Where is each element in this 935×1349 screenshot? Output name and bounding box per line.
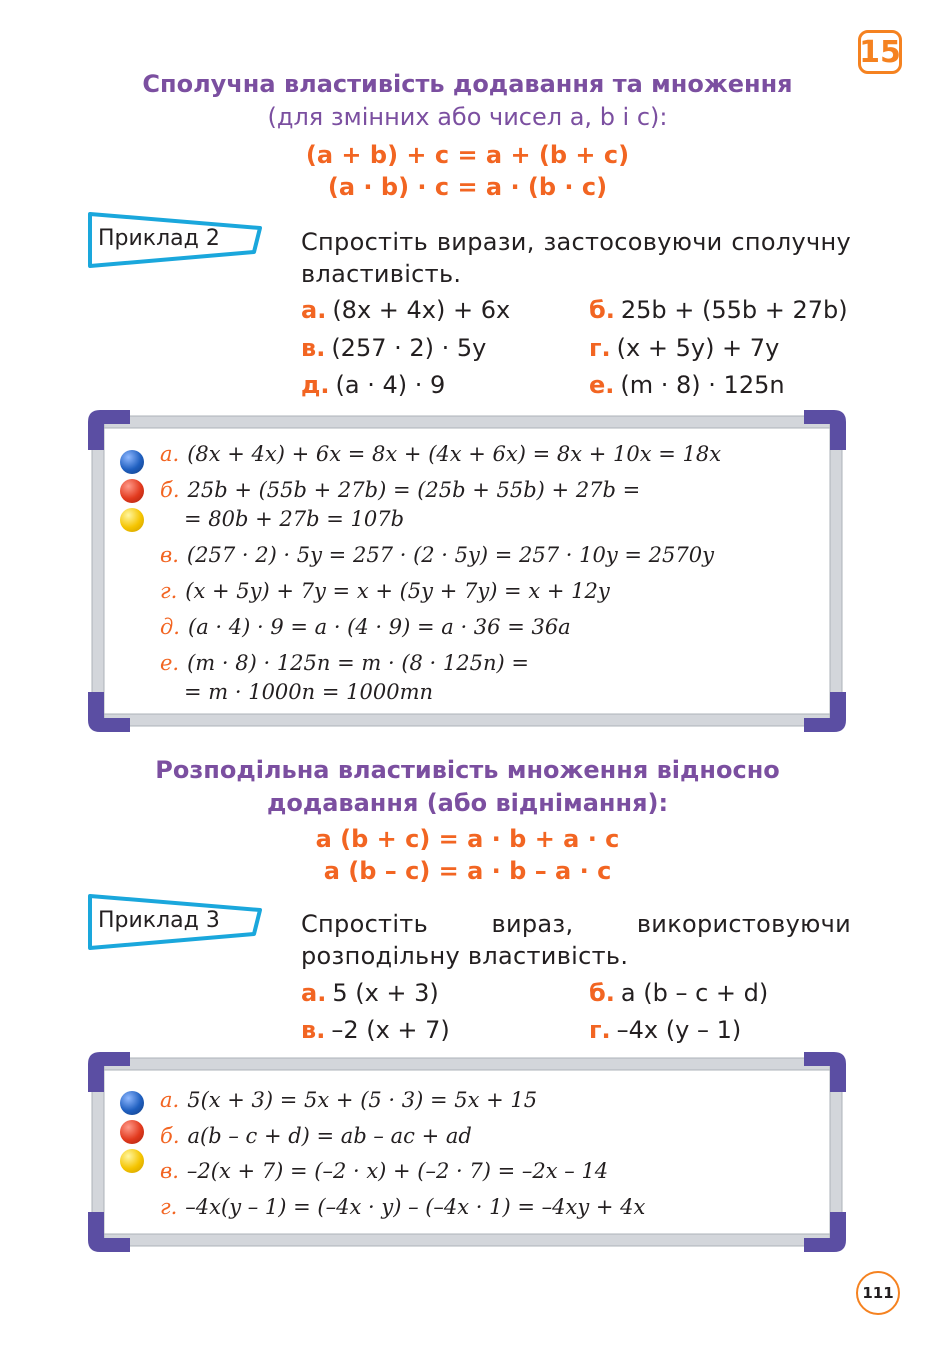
example3-item: в. –2 (x + 7) <box>301 1016 450 1044</box>
example2-item: б. 25b + (55b + 27b) <box>589 296 848 324</box>
section2-formula-2: a (b – c) = a · b – a · c <box>323 857 612 885</box>
whiteboard-example3 <box>88 1052 846 1252</box>
solution-line: г. (x + 5y) + 7y = x + (5y + 7y) = x + 12y <box>160 579 610 603</box>
section2-title-line1: Розподільна властивість множення відносно <box>155 756 780 784</box>
example3-item: г. –4x (y – 1) <box>589 1016 742 1044</box>
whiteboard-frame <box>88 1052 846 1252</box>
magnet-blue-icon <box>120 1091 144 1115</box>
example3-item: а. 5 (x + 3) <box>301 979 439 1007</box>
solution-line: б. a(b – c + d) = ab – ac + ad <box>160 1124 472 1148</box>
solution-line: в. (257 · 2) · 5y = 257 · (2 · 5y) = 257 · 10y = 2570y <box>160 543 714 567</box>
solution-line: е. (m · 8) · 125n = m · (8 · 125n) = <box>160 651 529 675</box>
whiteboard-example2 <box>88 410 846 732</box>
example2-item: е. (m · 8) · 125n <box>589 371 785 399</box>
example2-tag-label: Приклад 2 <box>98 226 220 251</box>
magnet-red-icon <box>120 479 144 503</box>
example2-item: в. (257 · 2) · 5y <box>301 334 487 362</box>
magnet-yellow-icon <box>120 1149 144 1173</box>
section2-title-line2: додавання (або віднімання): <box>266 789 669 817</box>
solution-line: г. –4x(y – 1) = (–4x · y) – (–4x · 1) = –4xy + 4x <box>160 1195 646 1219</box>
section1-subtitle: (для змінних або чисел a, b і c): <box>267 103 668 131</box>
example2-item: а. (8x + 4x) + 6x <box>301 296 511 324</box>
example3-task: Спростіть вираз, використовуючи розподільну властивість. <box>301 910 851 970</box>
example3-item: б. a (b – c + d) <box>589 979 769 1007</box>
magnet-yellow-icon <box>120 508 144 532</box>
example2-item: д. (a · 4) · 9 <box>301 371 446 399</box>
section1-formula-2: (a · b) · c = a · (b · c) <box>327 173 608 201</box>
magnet-blue-icon <box>120 450 144 474</box>
solution-line: в. –2(x + 7) = (–2 · x) + (–2 · 7) = –2x – 14 <box>160 1159 609 1183</box>
chapter-badge: 15 <box>858 30 902 74</box>
section2-formula-1: a (b + c) = a · b + a · c <box>315 825 620 853</box>
example3-tag <box>88 894 258 950</box>
solution-line: д. (a · 4) · 9 = a · (4 · 9) = a · 36 = 36a <box>160 615 571 639</box>
example2-tag <box>88 212 258 268</box>
solution-line: б. 25b + (55b + 27b) = (25b + 55b) + 27b = <box>160 478 641 502</box>
section1-formula-1: (a + b) + c = a + (b + c) <box>305 141 630 169</box>
page-number: 111 <box>856 1271 900 1315</box>
example2-item: г. (x + 5y) + 7y <box>589 334 780 362</box>
example2-task: Спростіть вирази, застосовуючи сполучну властивість. <box>301 228 851 288</box>
solution-line-continued: = m · 1000n = 1000mn <box>184 680 434 704</box>
solution-line: а. (8x + 4x) + 6x = 8x + (4x + 6x) = 8x + 10x = 18x <box>160 442 722 466</box>
magnet-red-icon <box>120 1120 144 1144</box>
section1-title: Сполучна властивість додавання та множення <box>142 70 793 98</box>
solution-line: а. 5(x + 3) = 5x + (5 · 3) = 5x + 15 <box>160 1088 538 1112</box>
example3-tag-label: Приклад 3 <box>98 908 220 933</box>
solution-line-continued: = 80b + 27b = 107b <box>184 507 405 531</box>
